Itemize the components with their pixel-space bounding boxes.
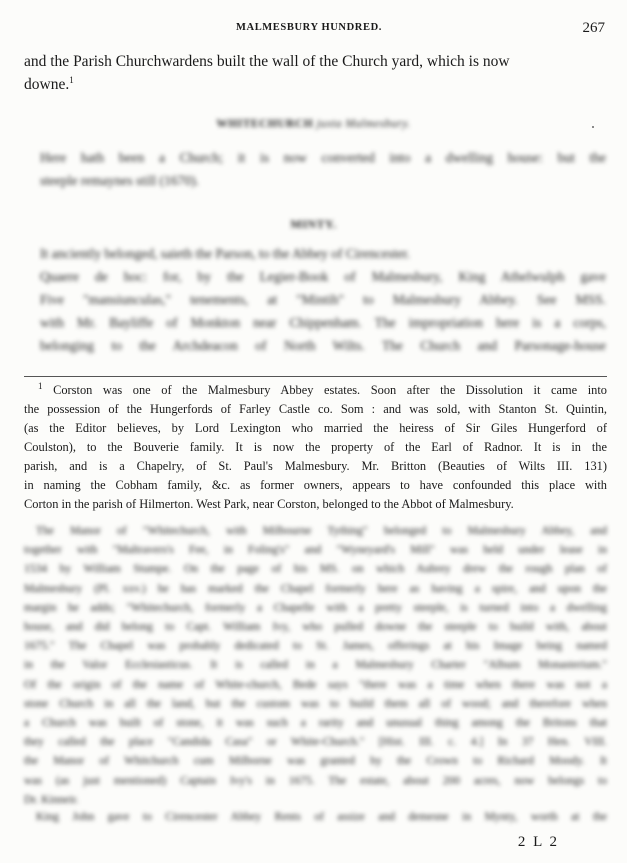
footnote-line: the Manor of Whitchurch cum Milborne was granted by the Crown to Richard Moody. It (24, 755, 607, 768)
footnote-line: The Manor of "Whitechurch, with Milbourne Tything" belonged to Malmesbury Abbey, and (36, 525, 607, 537)
signature-mark: 2 L 2 (517, 834, 559, 850)
footnote-line: King John gave to Cirencester Abbey Rents of assize and demesne in Mynty, worth at the (36, 811, 607, 823)
minty-line: Five "mansiunculas," tenements, at "Mintih" to Malmesbury Abbey. See MSS. (40, 292, 606, 307)
intro-line-2: downe. (24, 76, 70, 93)
minty-paragraph (40, 242, 606, 357)
footnote-marker: 1 (38, 380, 43, 391)
footnote-line: Malmesbury (Pl. xxv.) he has marked the Chapel formerly here as having a spire, and upon the (24, 582, 607, 595)
footnote-line: a Church was built of stone, it was such a rarity and unusual thing among the Britons that (24, 717, 607, 730)
footnote-line: the possession of the Hungerfords of Farley Castle co. Som : and was sold, with Stanton St. Quintin, (24, 402, 607, 416)
header-title: MALMESBURY HUNDRED. (236, 22, 382, 33)
footnote-1 (24, 381, 607, 514)
whitechurch-heading-rest: juxta Malmesbury. (316, 118, 411, 130)
page-number: 267 (582, 20, 605, 36)
footnote-line: Coulston), to the Bouverie family. It is now the property of the Earl of Radnor. It is in the (24, 440, 607, 454)
footnote-line: together with "Maltravers's Fee, in Foling's" and "Wyneyard's Mill" was held under lease in (24, 544, 607, 557)
running-header (0, 20, 627, 38)
section-heading-minty: MINTY. (290, 217, 337, 231)
footnote-3 (24, 808, 607, 827)
minty-line: with Mr. Bayliffe of Monkton near Chippenham. The impropriation here is a corps, (40, 315, 606, 330)
footnote-line: (as the Editor believes, by Lord Lexington who married the heiress of Sir Giles Hungerford of (24, 421, 607, 435)
footnote-line: they called the place "Candida Casa" or White-Church." [Hist. III. c. 4.] In 37 Hen. VIII. (24, 736, 607, 749)
footnote-line: 1675." The Chapel was probably dedicated to St. James, offerings at his Image being named (24, 640, 607, 653)
intro-line-1: and the Parish Churchwardens built the wall of the Church yard, which is now (24, 53, 510, 70)
footnote-2 (24, 522, 607, 810)
footnote-line: in the Valor Ecclesiasticus. It is called in a Malmesbury Charter "Album Monasterium." (24, 659, 607, 672)
minty-line: belonging to the Archdeacon of North Wilts. The Church and Parsonage-house (40, 338, 606, 353)
section-heading-whitechurch (0, 118, 627, 130)
footnote-line: house, and did belong to Capt. William Ivy, who pulled downe the steeple to build with, about (24, 621, 607, 634)
footnote-line: stone Church in all the land, but the custom was to build them all of wood; and therefore when (24, 697, 607, 710)
footnote-line: Of the origin of the name of White-church, Bede says "there was a time when there was not a (24, 678, 607, 691)
footnote-line: parish, and is a Chapelry, of St. Paul's Malmesbury. Mr. Britton (Beauties of Wilts III. 131) (24, 459, 607, 473)
whitechurch-line: steeple remaynes still (1670). (40, 173, 199, 188)
minty-line: It anciently belonged, saieth the Parson, to the Abbey of Cirencester. (40, 246, 411, 261)
footnote-line: was (as just mentioned) Captain Ivy's in 1675. The estate, about 200 acres, now belongs to (24, 774, 607, 787)
minty-line: Quaere de hoc: for, by the Legier-Book of Malmesbury, King Athelwulph gave (40, 269, 606, 284)
footnote-line: Corton in the parish of Hilmerton. West Park, near Corston, belonged to the Abbot of Malmesbury. (24, 497, 514, 511)
footnote-line: 1534 by William Stumpe. On the page of his MS. on which Aubrey drew the rough plan of (24, 563, 607, 576)
intro-paragraph (24, 50, 607, 96)
footnote-line-text: Corston was one of the Malmesbury Abbey estates. Soon after the Dissolution it came into (53, 383, 607, 397)
whitechurch-line: Here hath been a Church; it is now converted into a dwelling house: but the (40, 150, 606, 165)
whitechurch-paragraph (40, 146, 606, 192)
footnote-line: in naming the Cobham family, &c. as former owners, appears to have confounded this place with (24, 478, 607, 492)
footnote-line: Dr. Kinneir. (24, 793, 79, 806)
whitechurch-heading-main: WHITECHURCH (216, 118, 314, 130)
footnote-reference: 1 (69, 74, 74, 85)
footnote-line (24, 381, 607, 400)
footnote-line: margin he adds; "Whitechurch, formerly a Chapelle with a pretty steeple, is turned into a dwelling (24, 601, 607, 614)
footnote-divider (24, 376, 607, 377)
